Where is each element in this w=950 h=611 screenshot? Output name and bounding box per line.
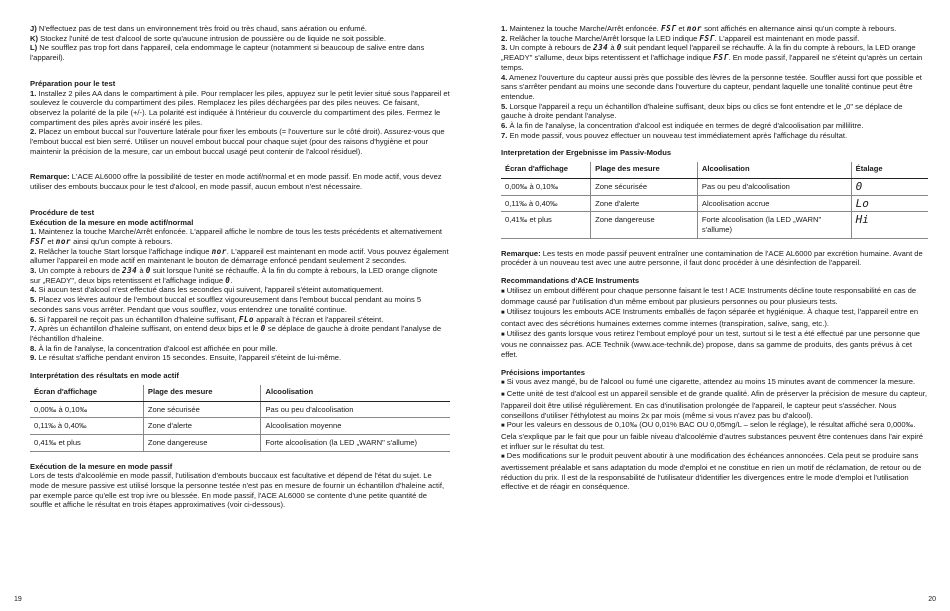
procedure-step: 2. Relâcher la touche Start lorsque l'affichage indique nor. L'appareil est maintenant en mode actif. Vous pouvez également allumer l'appareil en mode actif en maintenant le bouton de démarrage enfoncé pendant seulement 2 secondes. <box>30 246 449 266</box>
procedure-step: 1. Maintenez la touche Marche/Arrêt enfoncée. L'appareil affiche le nombre de tous les tests précédents et alternativement FSГ et nor ainsi qu'un compte à rebours. <box>30 227 443 246</box>
table-header-row <box>501 162 928 178</box>
procedure-step: 6. Si l'appareil ne reçoit pas un échantillon d'haleine suffisant, FLo apparaît à l'écran et l'appareil s'éteint. <box>30 314 384 324</box>
page-number: 19 <box>14 596 22 604</box>
table-cell: 0,00‰ à 0,10‰ <box>30 401 143 418</box>
procedure-step: 9. Le résultat s'affiche pendant environ 15 secondes. Ensuite, l'appareil s'éteint de lui-même. <box>30 353 342 363</box>
table-row <box>501 178 928 195</box>
table-cell: 0,41‰ et plus <box>501 212 591 238</box>
bullet-square-icon: ■ <box>501 392 505 399</box>
list-item: ■ Utilisez toujours les embouts ACE Instruments emballés de façon séparée et hygiénique. À chaque test, l'appareil entre en contact avec des sécrétions humaines externes comme internes (transpiration, salive, sang, etc.). <box>501 307 919 328</box>
recommendations-list <box>501 286 928 360</box>
table-row <box>501 212 928 238</box>
procedure-subheading: Exécution de la mesure en mode actif/normal <box>30 217 194 227</box>
bullet-square-icon: ■ <box>501 331 505 338</box>
table-cell: Forte alcoolisation (la LED „WARN" s'allume) <box>261 434 450 451</box>
list-item: ■ Des modifications sur le produit peuvent aboutir à une modification des échéances annoncées. Cela peut se produire sans avertissement préalable et sans adaptation du mode d'emploi et ne constitue en rien un motif de réclamation, de retour ou de réduction du prix. Il est de la responsabilité de l'utilisateur d'identifier les divergences entre le mode d'emploi et l'utilisation effective et de réagir en conséquence. <box>501 451 922 492</box>
list-item: ■ Pour les valeurs en dessous de 0,10‰ (OU 0,01% BAC OU 0,05mg/L – selon le réglage), le résultat affiché sera 0,000‰. Cela s'explique par le fait que pour un faible niveau d'alcoolémie d'autres substances peuvent être contenues dans l'air expiré et influer sur le résultat du test. <box>501 420 924 451</box>
table-cell: Pas ou peu d'alcoolisation <box>261 401 450 418</box>
passive-steps <box>501 24 928 140</box>
table-cell: Forte alcoolisation (la LED „WARN" s'allume) <box>697 212 851 238</box>
passive-step: 6. À la fin de l'analyse, la concentration d'alcool est indiquée en termes de degré d'alcoolisation par millilitre. <box>501 121 864 131</box>
list-item: ■ Si vous avez mangé, bu de l'alcool ou fumé une cigarette, attendez au moins 15 minutes avant de commencer la mesure. <box>501 377 916 387</box>
passive-table-title: Interpretation der Ergebnisse im Passiv-Modus <box>501 148 672 158</box>
bullet-square-icon: ■ <box>501 288 505 295</box>
lcd-fst-glyph: FSГ <box>661 24 677 33</box>
table-header: Plage des mesure <box>591 162 698 178</box>
passive-heading: Exécution de la mesure en mode passif <box>30 461 173 471</box>
recommendations-heading: Recommandations d'ACE Instruments <box>501 276 640 286</box>
active-results-table <box>30 385 450 452</box>
lcd-flo-glyph: FLo <box>238 314 254 324</box>
lcd-234-glyph: 234 <box>122 266 138 276</box>
table-cell: 0,41‰ et plus <box>30 434 143 451</box>
passive-paragraph: Lors de tests d'alcoolémie en mode passif, l'utilisation d'embouts buccaux est facultative et dépend de l'état du sujet. Le mode de mesure passive est utilisé lorsque la personne testée n'est pas en mesure de fournir un échantillon d'haleine actif, par exemple parce qu'elle est trop ivre ou blessée. En mode passif, l'ACE AL6000 se contente d'une petite quantité de souffle et affiche le résultat en trois étapes approximatives (voir ci-dessous). <box>30 471 445 510</box>
lcd-0-glyph: 0 <box>851 178 928 195</box>
lcd-nor-glyph: nor <box>55 236 71 246</box>
lcd-lo-glyph: Lo <box>851 195 928 212</box>
procedure-step: 5. Placez vos lèvres autour de l'embout buccal et soufflez vigoureusement dans l'embout buccal pendant au moins 5 secondes sans vous arrêter. Pendant que vous soufflez, vous entendrez une tonalité continue. <box>30 295 422 314</box>
lcd-0-glyph: 0 <box>260 324 266 334</box>
prep-step: 1. Installez 2 piles AA dans le compartiment à pile. Pour remplacer les piles, appuyez sur le petit levier situé sous l'appareil et soulevez le couvercle du compartiment des piles. Remplacez les piles déchargées par des piles neuves. Ce faisant, observez la polarité de la pile (+/-). La polarité est indiquée à l'intérieur du couvercle du compartiment des piles. Fermez le compartiment des piles après avoir inséré les piles. <box>30 88 450 127</box>
table-header: Écran d'affichage <box>501 162 591 178</box>
lcd-fst-glyph: FSГ <box>699 33 715 43</box>
table-header: Écran d'affichage <box>30 385 143 401</box>
table-header: Plage des mesure <box>143 385 261 401</box>
table-row <box>30 418 450 435</box>
table-header: Étalage <box>851 162 928 178</box>
passive-step: 4. Amenez l'ouverture du capteur aussi près que possible des lèvres de la personne testée. Souffler aussi fort que possible et sans s'arrêter pendant au moins une seconde dans l'ouverture du capteur, pendant laquelle une tonalité continue peut être entendue. <box>501 72 922 101</box>
bullet-square-icon: ■ <box>501 454 505 461</box>
lcd-0-glyph: 0 <box>225 275 231 285</box>
table-header: Alcoolisation <box>261 385 450 401</box>
procedure-step: 7. Après un échantillon d'haleine suffisant, on entend deux bips et le 0 se déplace de gauche à droite pendant l'analyse de l'échantillon d'haleine. <box>30 324 442 343</box>
bullet-square-icon: ■ <box>501 423 505 430</box>
table-header: Alcoolisation <box>697 162 851 178</box>
table-row <box>501 195 928 212</box>
table-cell: 0,00‰ à 0,10‰ <box>501 178 591 195</box>
procedure-heading: Procédure de test <box>30 207 95 217</box>
passive-step: 3. Un compte à rebours de 234 à 0 suit pendant lequel l'appareil se réchauffe. À la fin du compte à rebours, la LED orange „READY" s'allume, deux bips retentissent et l'affichage indique FSГ. En mode passif, l'appareil ne s'éteint qu'après un certain temps. <box>501 43 923 72</box>
bullet-square-icon: ■ <box>501 310 505 317</box>
table-row <box>30 401 450 418</box>
prep-step: 2. Placez un embout buccal sur l'ouverture latérale pour fixer les embouts (= l'ouverture sur le côté droit). Assurez-vous que l'embout buccal est bien serré. Utiliser un nouvel embout buccal pour chaque sujet (pour des raisons d'hygiène et pour maintenir la précision de la mesure, car un embout buccal usagé peut contenir de l'alcool résiduel). <box>30 127 445 156</box>
passive-results-table <box>501 162 928 239</box>
remark-active: Remarque: L'ACE AL6000 offre la possibilité de tester en mode actif/normal et en mode passif. En mode actif, vous devez utiliser des embouts buccaux pour le test d'alcool, en mode passif, aucun embout n'est nécessaire. <box>30 172 442 192</box>
remark-passive: Remarque: Les tests en mode passif peuvent entraîner une contamination de l'ACE AL6000 par excrétion humaine. Avant de procéder à un nouveau test avec une autre personne, il faut donc procéder à une désinfection de l'appareil. <box>501 248 923 268</box>
note-l: L) Ne soufflez pas trop fort dans l'appareil, cela endommage le capteur (notamment si beaucoup de salive entre dans l'appareil). <box>30 43 425 63</box>
table-cell: 0,11‰ à 0,40‰ <box>501 195 591 212</box>
procedure-step: 4. Si aucun test d'alcool n'est effectué dans les secondes qui suivent, l'appareil s'éteint automatiquement. <box>30 285 384 295</box>
lcd-nor-glyph: nor <box>686 24 702 33</box>
table-cell: Zone dangereuse <box>143 434 261 451</box>
table-header-row <box>30 385 450 401</box>
table-cell: Zone sécurisée <box>143 401 261 418</box>
lcd-nor-glyph: nor <box>211 246 227 256</box>
procedure-step: 3. Un compte à rebours de 234 à 0 suit lorsque l'unité se réchauffe. À la fin du compte à rebours, la LED orange clignote sur „READY", deux bips retentissent et l'affichage indique 0. <box>30 266 438 285</box>
table-cell: Zone sécurisée <box>591 178 698 195</box>
table-cell: Alcoolisation accrue <box>697 195 851 212</box>
page-number: 20 <box>928 596 936 604</box>
lcd-0-glyph: 0 <box>616 43 622 53</box>
table-cell: 0,11‰ à 0,40‰ <box>30 418 143 435</box>
lcd-0-glyph: 0 <box>145 266 151 276</box>
lcd-fst-glyph: FSГ <box>713 53 729 63</box>
prep-heading: Préparation pour le test <box>30 78 116 88</box>
precisions-list <box>501 377 928 492</box>
table-cell: Alcoolisation moyenne <box>261 418 450 435</box>
passive-step: 2. Relâcher la touche Marche/Arrêt lorsque la LED indique FSГ. L'appareil est maintenant en mode passif. <box>501 33 860 43</box>
right-page <box>475 0 950 611</box>
table-row <box>30 434 450 451</box>
table-cell: Zone d'alerte <box>143 418 261 435</box>
lcd-hi-glyph: Hi <box>851 212 928 238</box>
precisions-heading: Précisions importantes <box>501 367 585 377</box>
procedure-steps <box>30 227 450 363</box>
procedure-step: 8. À la fin de l'analyse, la concentration d'alcool est affichée en pour mille. <box>30 343 278 353</box>
list-item: ■ Utilisez des gants lorsque vous retirez l'embout employé pour un test, surtout si le test a été effectué par une personne que vous ne connaissez pas. ACE Technik (www.ace-technik.de) propose, dans sa gamme de produits, des gants prévus à cet effet. <box>501 328 921 359</box>
table-cell: Zone d'alerte <box>591 195 698 212</box>
bullet-square-icon: ■ <box>501 380 505 387</box>
table-cell: Pas ou peu d'alcoolisation <box>697 178 851 195</box>
active-table-title: Interprétation des résultats en mode actif <box>30 371 179 381</box>
list-item: ■ Utilisez un embout différent pour chaque personne faisant le test ! ACE Instruments décline toute responsabilité en cas de dommage causé par l'utilisation d'un même embout par plusieurs personnes ou pour plusieurs tests. <box>501 285 917 307</box>
table-cell: Zone dangereuse <box>591 212 698 238</box>
passive-step: 7. En mode passif, vous pouvez effectuer un nouveau test immédiatement après l'affichage du résultat. <box>501 130 848 140</box>
passive-step: 5. Lorsque l'appareil a reçu un échantillon d'haleine suffisant, deux bips ou clics se font entendre et le „0" se déplace de gauche à droite pendant l'analyse. <box>501 101 903 121</box>
lcd-fst-glyph: FSГ <box>30 236 46 246</box>
note-j: J) N'effectuez pas de test dans un environnement très froid ou très chaud, sans aération ou enfumé. <box>30 24 367 33</box>
passive-step: 1. Maintenez la touche Marche/Arrêt enfoncée. FSГ et nor sont affichés en alternance ainsi qu'un compte à rebours. <box>501 24 897 33</box>
note-k: K) Stockez l'unité de test d'alcool de sorte qu'aucune intrusion de poussière ou de liquide ne soit possible. <box>30 33 386 43</box>
lcd-234-glyph: 234 <box>593 43 609 53</box>
list-item: ■ Cette unité de test d'alcool est un appareil sensible et de grande qualité. Afin de préserver la précision de mesure du capteur, l'appareil doit être utilisé régulièrement. En cas d'inutilisation prolongée de l'appareil, le capteur peut s'assécher. Nous conseillons d'utiliser l'éthylotest au moins 2x par mois (même si vous n'avez pas bu d'alcool). <box>501 389 927 420</box>
